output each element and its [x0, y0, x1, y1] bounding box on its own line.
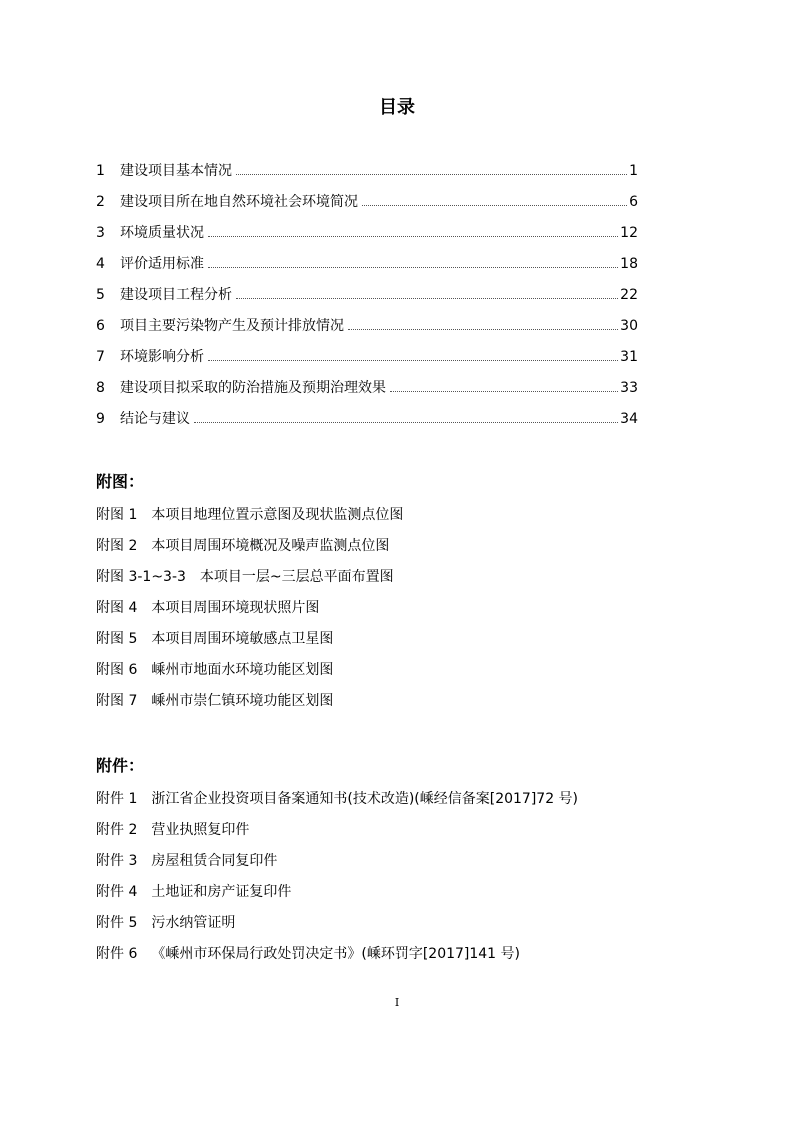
figure-number: 附图 2 — [96, 538, 138, 554]
figure-title: 本项目一层~三层总平面布置图 — [199, 569, 394, 585]
toc-entry-number: 8 — [96, 380, 105, 396]
toc-dot-leader — [208, 266, 618, 268]
figure-number: 附图 6 — [96, 662, 138, 678]
figure-number: 附图 5 — [96, 631, 138, 647]
figure-list-item — [96, 596, 696, 627]
toc-entry-label: 环境影响分析 — [120, 349, 204, 365]
attachments-section — [96, 753, 696, 973]
toc-entry[interactable] — [96, 407, 638, 438]
attachment-list-item — [96, 849, 696, 880]
attachment-number: 附件 2 — [96, 822, 138, 838]
toc-entry-label: 建设项目基本情况 — [120, 163, 232, 179]
figure-number: 附图 3-1~3-3 — [96, 569, 186, 585]
toc-dot-leader — [348, 328, 618, 330]
toc-entry[interactable] — [96, 190, 638, 221]
figure-title: 本项目周围环境现状照片图 — [151, 600, 320, 616]
attachment-title: 浙江省企业投资项目备案通知书(技术改造)(嵊经信备案[2017]72 号) — [151, 791, 579, 807]
toc-entry[interactable] — [96, 252, 638, 283]
figure-title: 本项目周围环境敏感点卫星图 — [151, 631, 334, 647]
attachment-list-item — [96, 880, 696, 911]
toc-entry-page: 31 — [620, 349, 638, 365]
attachment-number: 附件 1 — [96, 791, 138, 807]
toc-entry-page: 12 — [620, 225, 638, 241]
figure-title: 本项目周围环境概况及噪声监测点位图 — [151, 538, 390, 554]
toc-entry-page: 6 — [629, 194, 638, 210]
figure-title: 嵊州市崇仁镇环境功能区划图 — [151, 693, 334, 709]
figure-list-item — [96, 627, 696, 658]
figure-list-item — [96, 565, 696, 596]
toc-dot-leader — [236, 173, 627, 175]
table-of-contents — [96, 159, 638, 438]
toc-dot-leader — [208, 235, 618, 237]
attachment-number: 附件 4 — [96, 884, 138, 900]
toc-entry-label: 建设项目所在地自然环境社会环境简况 — [120, 194, 358, 210]
toc-dot-leader — [390, 390, 618, 392]
toc-entry[interactable] — [96, 314, 638, 345]
toc-dot-leader — [208, 359, 618, 361]
attachment-number: 附件 3 — [96, 853, 138, 869]
toc-entry-number: 3 — [96, 225, 105, 241]
toc-entry-page: 30 — [620, 318, 638, 334]
figure-number: 附图 1 — [96, 507, 138, 523]
figure-list-item — [96, 658, 696, 689]
figure-title: 本项目地理位置示意图及现状监测点位图 — [151, 507, 404, 523]
toc-dot-leader — [194, 421, 618, 423]
toc-entry-number: 6 — [96, 318, 105, 334]
toc-entry-number: 1 — [96, 163, 105, 179]
toc-entry-label: 评价适用标准 — [120, 256, 204, 272]
page-number: I — [394, 996, 400, 1009]
toc-entry-number: 4 — [96, 256, 105, 272]
attachment-title: 土地证和房产证复印件 — [151, 884, 292, 900]
toc-entry[interactable] — [96, 283, 638, 314]
figure-title: 嵊州市地面水环境功能区划图 — [151, 662, 334, 678]
figures-heading: 附图： — [96, 472, 145, 491]
toc-entry-label: 建设项目工程分析 — [120, 287, 232, 303]
figures-section — [96, 469, 696, 720]
page-title: 目录 — [379, 97, 415, 118]
toc-entry[interactable] — [96, 159, 638, 190]
attachment-title: 污水纳管证明 — [151, 915, 236, 931]
attachments-heading: 附件： — [96, 756, 145, 775]
figure-list-item — [96, 689, 696, 720]
figure-list-item — [96, 534, 696, 565]
toc-entry-number: 7 — [96, 349, 105, 365]
toc-entry[interactable] — [96, 376, 638, 407]
attachment-number: 附件 5 — [96, 915, 138, 931]
toc-entry[interactable] — [96, 221, 638, 252]
attachment-title: 营业执照复印件 — [151, 822, 250, 838]
attachment-list-item — [96, 942, 696, 973]
toc-entry-label: 建设项目拟采取的防治措施及预期治理效果 — [120, 380, 386, 396]
figure-list-item — [96, 503, 696, 534]
toc-entry-page: 22 — [620, 287, 638, 303]
toc-entry-number: 9 — [96, 411, 105, 427]
toc-entry-number: 5 — [96, 287, 105, 303]
toc-entry[interactable] — [96, 345, 638, 376]
toc-entry-label: 环境质量状况 — [120, 225, 204, 241]
toc-dot-leader — [236, 297, 618, 299]
toc-entry-page: 18 — [620, 256, 638, 272]
toc-entry-page: 1 — [629, 163, 638, 179]
toc-entry-page: 34 — [620, 411, 638, 427]
toc-entry-label: 项目主要污染物产生及预计排放情况 — [120, 318, 344, 334]
toc-entry-label: 结论与建议 — [120, 411, 190, 427]
toc-entry-number: 2 — [96, 194, 105, 210]
figure-number: 附图 7 — [96, 693, 138, 709]
figure-number: 附图 4 — [96, 600, 138, 616]
toc-dot-leader — [362, 204, 627, 206]
attachment-list-item — [96, 818, 696, 849]
attachment-title: 房屋租赁合同复印件 — [151, 853, 278, 869]
toc-entry-page: 33 — [620, 380, 638, 396]
attachment-list-item — [96, 787, 696, 818]
attachment-list-item — [96, 911, 696, 942]
attachment-title: 《嵊州市环保局行政处罚决定书》(嵊环罚字[2017]141 号) — [151, 946, 521, 962]
attachment-number: 附件 6 — [96, 946, 138, 962]
